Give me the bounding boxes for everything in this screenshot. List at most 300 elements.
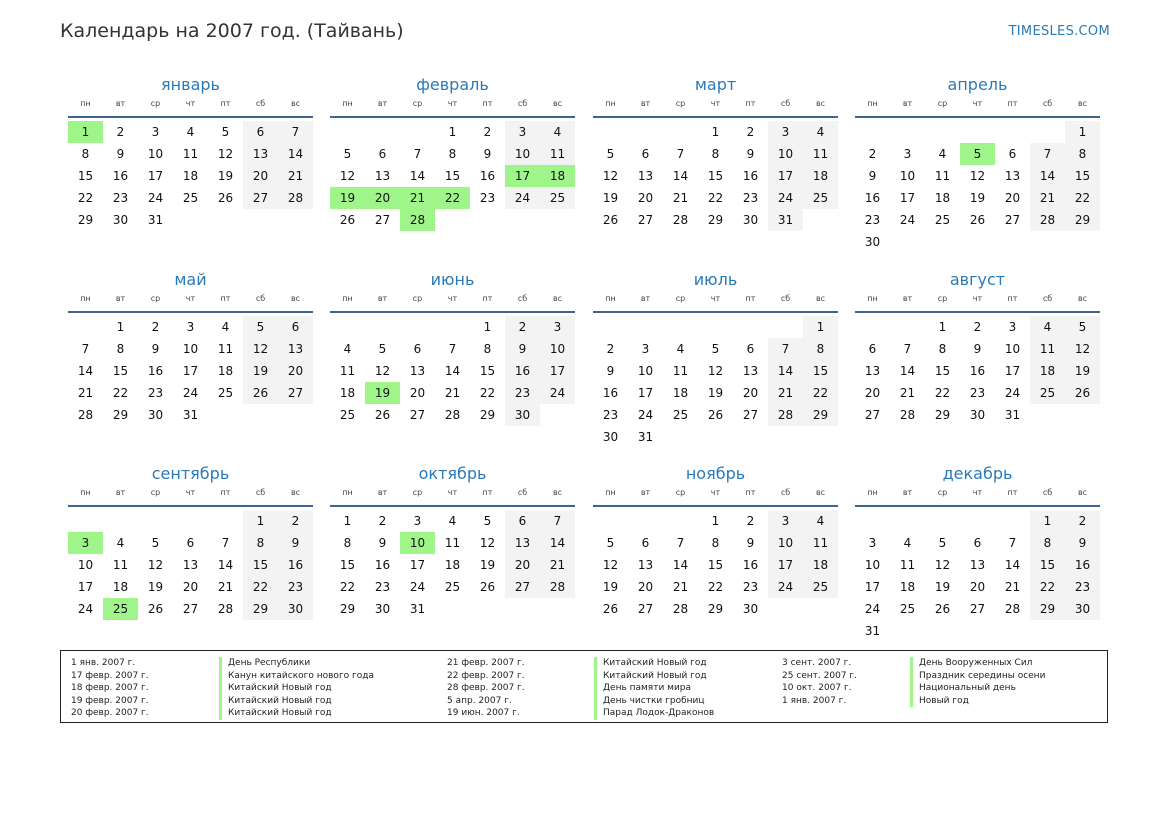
month-block <box>330 75 575 275</box>
legend-date: 22 февр. 2007 г. <box>447 670 525 681</box>
legend-holiday-name: Китайский Новый год <box>219 695 374 708</box>
day-cell: 3 <box>641 342 650 356</box>
month-block <box>855 270 1100 470</box>
legend-date: 10 окт. 2007 г. <box>782 683 852 694</box>
day-cell: 30 <box>278 598 313 620</box>
weekday-label: ср <box>412 488 423 497</box>
day-cell: 14 <box>540 532 575 554</box>
day-cell: 17 <box>1004 364 1021 378</box>
day-cell: 28 <box>768 404 803 426</box>
day-cell: 4 <box>116 536 125 550</box>
day-cell: 25 <box>182 191 199 205</box>
day-cell: 25 <box>103 598 138 620</box>
day-cell: 7 <box>81 342 90 356</box>
day-cell: 9 <box>868 169 877 183</box>
day-cell: 30 <box>864 235 881 249</box>
day-cell: 10 <box>637 364 654 378</box>
day-cell: 29 <box>339 602 356 616</box>
day-cell: 20 <box>637 580 654 594</box>
day-cell: 17 <box>77 580 94 594</box>
day-cell: 19 <box>365 382 400 404</box>
day-cell: 24 <box>864 602 881 616</box>
day-cell: 11 <box>672 364 689 378</box>
day-cell: 11 <box>182 147 199 161</box>
legend-date: 17 февр. 2007 г. <box>71 670 149 681</box>
weekday-header <box>593 294 838 313</box>
day-cell: 8 <box>711 147 720 161</box>
day-cell: 27 <box>637 213 654 227</box>
legend-holiday-name: Канун китайского нового года <box>219 670 374 683</box>
day-cell: 23 <box>602 408 619 422</box>
day-cell: 10 <box>899 169 916 183</box>
day-cell: 15 <box>1065 165 1100 187</box>
day-cell: 22 <box>803 382 838 404</box>
day-cell: 26 <box>479 580 496 594</box>
day-cell: 19 <box>330 187 365 209</box>
day-cell: 16 <box>479 169 496 183</box>
weekday-label: сб <box>1042 99 1053 108</box>
day-cell: 1 <box>711 514 720 528</box>
day-cell: 28 <box>672 602 689 616</box>
day-cell: 26 <box>243 382 278 404</box>
day-cell: 14 <box>672 558 689 572</box>
day-cell: 12 <box>969 169 986 183</box>
day-cell: 29 <box>803 404 838 426</box>
day-cell: 25 <box>217 386 234 400</box>
weekday-label: пн <box>605 99 616 108</box>
day-cell: 24 <box>637 408 654 422</box>
day-cell: 13 <box>182 558 199 572</box>
day-cell: 17 <box>182 364 199 378</box>
month-name: декабрь <box>942 464 1013 483</box>
legend-holiday-name: День Республики <box>219 657 374 670</box>
legend-holiday-name: День чистки гробниц <box>594 695 714 708</box>
day-cell: 2 <box>746 514 755 528</box>
day-cell: 13 <box>505 532 540 554</box>
day-cell: 10 <box>400 532 435 554</box>
day-cell: 2 <box>606 342 615 356</box>
day-cell: 15 <box>1030 554 1065 576</box>
weekday-label: пт <box>482 99 493 108</box>
day-cell: 29 <box>112 408 129 422</box>
weekday-label: пн <box>867 99 878 108</box>
day-cell: 6 <box>413 342 422 356</box>
weekday-label: ср <box>150 488 161 497</box>
weekday-label: чт <box>185 99 196 108</box>
weekday-label: чт <box>710 294 721 303</box>
day-cell: 5 <box>1065 316 1100 338</box>
day-cell: 2 <box>483 125 492 139</box>
day-cell: 9 <box>1065 532 1100 554</box>
day-cell: 2 <box>151 320 160 334</box>
weekday-label: сб <box>1042 294 1053 303</box>
weekday-label: пн <box>605 294 616 303</box>
day-cell: 20 <box>278 360 313 382</box>
day-cell: 3 <box>413 514 422 528</box>
day-cell: 7 <box>278 121 313 143</box>
day-cell: 16 <box>742 558 759 572</box>
day-cell: 21 <box>278 165 313 187</box>
weekday-label: ср <box>675 488 686 497</box>
day-cell: 22 <box>435 187 470 209</box>
day-cell: 29 <box>707 213 724 227</box>
day-cell: 13 <box>742 364 759 378</box>
month-name: май <box>174 270 207 289</box>
day-cell: 20 <box>1004 191 1021 205</box>
day-cell: 28 <box>899 408 916 422</box>
day-cell: 16 <box>505 360 540 382</box>
day-cell: 21 <box>1030 187 1065 209</box>
day-cell: 28 <box>77 408 94 422</box>
day-cell: 9 <box>746 147 755 161</box>
day-cell: 24 <box>768 576 803 598</box>
day-cell: 8 <box>1030 532 1065 554</box>
day-cell: 13 <box>637 169 654 183</box>
weekday-label: ср <box>675 99 686 108</box>
day-cell: 31 <box>637 430 654 444</box>
day-cell: 22 <box>479 386 496 400</box>
day-cell: 13 <box>1004 169 1021 183</box>
day-cell: 24 <box>147 191 164 205</box>
day-cell: 18 <box>339 386 356 400</box>
weekday-label: пн <box>342 99 353 108</box>
day-cell: 18 <box>217 364 234 378</box>
day-cell: 23 <box>112 191 129 205</box>
day-cell: 31 <box>409 602 426 616</box>
day-cell: 9 <box>116 147 125 161</box>
day-cell: 6 <box>186 536 195 550</box>
day-cell: 23 <box>864 213 881 227</box>
day-cell: 13 <box>243 143 278 165</box>
day-cell: 2 <box>505 316 540 338</box>
day-cell: 7 <box>540 510 575 532</box>
day-cell: 31 <box>182 408 199 422</box>
day-cell: 5 <box>151 536 160 550</box>
day-cell: 20 <box>365 187 400 209</box>
day-cell: 12 <box>147 558 164 572</box>
legend-date: 21 февр. 2007 г. <box>447 658 525 668</box>
day-cell: 15 <box>479 364 496 378</box>
legend-holiday-name: Китайский Новый год <box>219 682 374 695</box>
weekday-label: вт <box>640 294 651 303</box>
day-cell: 17 <box>147 169 164 183</box>
day-cell: 12 <box>243 338 278 360</box>
day-cell: 3 <box>151 125 160 139</box>
day-cell: 15 <box>444 169 461 183</box>
legend-date: 3 сент. 2007 г. <box>782 658 852 668</box>
day-cell: 2 <box>378 514 387 528</box>
day-cell: 12 <box>934 558 951 572</box>
day-cell: 11 <box>803 532 838 554</box>
day-cell: 25 <box>339 408 356 422</box>
month-block <box>68 270 313 470</box>
day-cell: 5 <box>938 536 947 550</box>
weekday-label: пн <box>342 294 353 303</box>
day-cell: 21 <box>400 187 435 209</box>
day-cell: 20 <box>864 386 881 400</box>
day-cell: 18 <box>182 169 199 183</box>
weekday-label: пн <box>605 488 616 497</box>
legend-date: 25 сент. 2007 г. <box>782 670 858 681</box>
day-cell: 4 <box>448 514 457 528</box>
weekday-label: сб <box>517 294 528 303</box>
day-cell: 30 <box>1065 598 1100 620</box>
day-cell: 18 <box>899 580 916 594</box>
day-cell: 13 <box>374 169 391 183</box>
site-link[interactable]: TIMESLES.COM <box>1008 24 1110 39</box>
legend-names <box>219 657 374 720</box>
day-cell: 9 <box>151 342 160 356</box>
day-cell: 24 <box>409 580 426 594</box>
day-cell: 16 <box>1065 554 1100 576</box>
day-cell: 12 <box>707 364 724 378</box>
weekday-label: пт <box>482 294 493 303</box>
day-cell: 24 <box>899 213 916 227</box>
day-cell: 13 <box>637 558 654 572</box>
day-cell: 15 <box>243 554 278 576</box>
day-cell: 12 <box>374 364 391 378</box>
weekday-label: сб <box>1042 488 1053 497</box>
day-cell: 27 <box>243 187 278 209</box>
day-cell: 27 <box>182 602 199 616</box>
month-name: июль <box>693 270 738 289</box>
day-cell: 25 <box>803 187 838 209</box>
day-cell: 1 <box>1030 510 1065 532</box>
day-cell: 15 <box>803 360 838 382</box>
weekday-label: пн <box>867 488 878 497</box>
month-block <box>68 75 313 275</box>
legend-names <box>910 657 1045 707</box>
weekday-label: чт <box>972 99 983 108</box>
day-cell: 15 <box>77 169 94 183</box>
day-cell: 10 <box>147 147 164 161</box>
legend-date: 18 февр. 2007 г. <box>71 683 149 694</box>
day-cell: 15 <box>112 364 129 378</box>
day-cell: 23 <box>147 386 164 400</box>
day-cell: 13 <box>409 364 426 378</box>
day-cell: 9 <box>483 147 492 161</box>
day-cell: 4 <box>803 121 838 143</box>
weekday-label: пн <box>80 488 91 497</box>
day-cell: 6 <box>378 147 387 161</box>
day-cell: 14 <box>1004 558 1021 572</box>
day-cell: 19 <box>217 169 234 183</box>
day-cell: 23 <box>742 191 759 205</box>
weekday-header <box>593 488 838 507</box>
legend-names <box>594 657 714 720</box>
day-cell: 28 <box>278 187 313 209</box>
day-cell: 1 <box>483 320 492 334</box>
day-cell: 7 <box>676 536 685 550</box>
day-cell: 31 <box>768 209 803 231</box>
weekday-label: вс <box>1077 99 1088 108</box>
weekday-label: ср <box>937 488 948 497</box>
day-cell: 19 <box>479 558 496 572</box>
day-cell: 21 <box>899 386 916 400</box>
day-cell: 16 <box>374 558 391 572</box>
day-cell: 10 <box>1004 342 1021 356</box>
day-cell: 17 <box>637 386 654 400</box>
weekday-label: вс <box>290 488 301 497</box>
day-cell: 10 <box>77 558 94 572</box>
weekday-header <box>330 488 575 507</box>
day-cell: 22 <box>1065 187 1100 209</box>
day-cell: 17 <box>864 580 881 594</box>
day-cell: 14 <box>899 364 916 378</box>
day-cell: 28 <box>1004 602 1021 616</box>
weekday-label: сб <box>255 294 266 303</box>
day-cell: 30 <box>147 408 164 422</box>
day-cell: 18 <box>444 558 461 572</box>
weekday-label: вт <box>115 99 126 108</box>
day-cell: 6 <box>278 316 313 338</box>
legend-holiday-name: Национальный день <box>910 682 1045 695</box>
day-cell: 1 <box>803 316 838 338</box>
weekday-label: чт <box>972 488 983 497</box>
day-cell: 3 <box>186 320 195 334</box>
legend-holiday-name: Китайский Новый год <box>594 657 714 670</box>
day-cell: 1 <box>116 320 125 334</box>
legend-holiday-name: Парад Лодок-Драконов <box>594 707 714 720</box>
day-cell: 3 <box>505 121 540 143</box>
weekday-label: вт <box>377 294 388 303</box>
weekday-label: сб <box>780 488 791 497</box>
day-cell: 13 <box>278 338 313 360</box>
day-cell: 26 <box>339 213 356 227</box>
day-cell: 2 <box>868 147 877 161</box>
day-cell: 12 <box>1065 338 1100 360</box>
weekday-label: пн <box>80 99 91 108</box>
day-cell: 3 <box>68 532 103 554</box>
day-cell: 26 <box>147 602 164 616</box>
month-block <box>593 270 838 470</box>
day-cell: 18 <box>112 580 129 594</box>
legend-date: 5 апр. 2007 г. <box>447 695 512 706</box>
day-cell: 1 <box>938 320 947 334</box>
day-cell: 18 <box>672 386 689 400</box>
day-cell: 11 <box>339 364 356 378</box>
day-cell: 11 <box>803 143 838 165</box>
day-cell: 12 <box>339 169 356 183</box>
day-cell: 20 <box>742 386 759 400</box>
day-cell: 2 <box>1065 510 1100 532</box>
day-cell: 7 <box>676 147 685 161</box>
day-cell: 5 <box>483 514 492 528</box>
day-cell: 4 <box>938 147 947 161</box>
page-title: Календарь на 2007 год. (Тайвань) <box>60 20 404 42</box>
day-cell: 29 <box>77 213 94 227</box>
weekday-label: пт <box>1007 99 1018 108</box>
weekday-header <box>68 294 313 313</box>
weekday-label: ср <box>150 99 161 108</box>
day-cell: 26 <box>969 213 986 227</box>
day-cell: 11 <box>444 536 461 550</box>
day-cell: 3 <box>540 316 575 338</box>
day-cell: 14 <box>672 169 689 183</box>
day-cell: 28 <box>672 213 689 227</box>
legend-holiday-name: День памяти мира <box>594 682 714 695</box>
day-cell: 19 <box>243 360 278 382</box>
day-cell: 10 <box>864 558 881 572</box>
day-cell: 27 <box>969 602 986 616</box>
legend-dates <box>447 657 525 720</box>
day-cell: 29 <box>479 408 496 422</box>
day-cell: 19 <box>707 386 724 400</box>
day-cell: 14 <box>409 169 426 183</box>
day-cell: 22 <box>934 386 951 400</box>
weekday-header <box>855 488 1100 507</box>
weekday-label: сб <box>517 99 528 108</box>
day-cell: 4 <box>186 125 195 139</box>
day-cell: 21 <box>1004 580 1021 594</box>
day-cell: 7 <box>903 342 912 356</box>
day-cell: 27 <box>505 576 540 598</box>
day-cell: 14 <box>278 143 313 165</box>
weekday-label: сб <box>255 99 266 108</box>
day-cell: 20 <box>969 580 986 594</box>
day-cell: 16 <box>969 364 986 378</box>
month-block <box>593 75 838 275</box>
holiday-legend <box>60 650 1108 723</box>
day-cell: 2 <box>278 510 313 532</box>
day-cell: 5 <box>711 342 720 356</box>
day-cell: 23 <box>505 382 540 404</box>
month-name: март <box>694 75 737 94</box>
day-cell: 6 <box>973 536 982 550</box>
day-cell: 24 <box>540 382 575 404</box>
weekday-label: ср <box>412 294 423 303</box>
day-cell: 21 <box>672 580 689 594</box>
weekday-label: чт <box>185 294 196 303</box>
day-cell: 17 <box>409 558 426 572</box>
month-name: февраль <box>416 75 489 94</box>
day-cell: 14 <box>1030 165 1065 187</box>
day-cell: 30 <box>505 404 540 426</box>
weekday-label: чт <box>447 99 458 108</box>
legend-holiday-name: Китайский Новый год <box>594 670 714 683</box>
day-cell: 18 <box>803 165 838 187</box>
month-name: июнь <box>430 270 475 289</box>
weekday-label: пт <box>220 99 231 108</box>
month-name: август <box>949 270 1006 289</box>
weekday-header <box>68 488 313 507</box>
day-cell: 10 <box>505 143 540 165</box>
weekday-label: вс <box>815 488 826 497</box>
weekday-label: пт <box>745 488 756 497</box>
day-cell: 18 <box>803 554 838 576</box>
day-cell: 27 <box>637 602 654 616</box>
weekday-label: чт <box>710 488 721 497</box>
day-cell: 23 <box>278 576 313 598</box>
legend-date: 1 янв. 2007 г. <box>782 695 847 706</box>
day-cell: 21 <box>768 382 803 404</box>
weekday-label: вс <box>1077 488 1088 497</box>
day-cell: 24 <box>505 187 540 209</box>
day-cell: 29 <box>1065 209 1100 231</box>
day-cell: 1 <box>1065 121 1100 143</box>
day-cell: 4 <box>903 536 912 550</box>
day-cell: 22 <box>243 576 278 598</box>
day-cell: 31 <box>864 624 881 638</box>
weekday-label: пт <box>745 99 756 108</box>
day-cell: 19 <box>934 580 951 594</box>
weekday-header <box>330 99 575 118</box>
weekday-label: чт <box>710 99 721 108</box>
weekday-label: ср <box>937 99 948 108</box>
day-cell: 8 <box>116 342 125 356</box>
day-cell: 28 <box>1030 209 1065 231</box>
month-name: апрель <box>947 75 1008 94</box>
